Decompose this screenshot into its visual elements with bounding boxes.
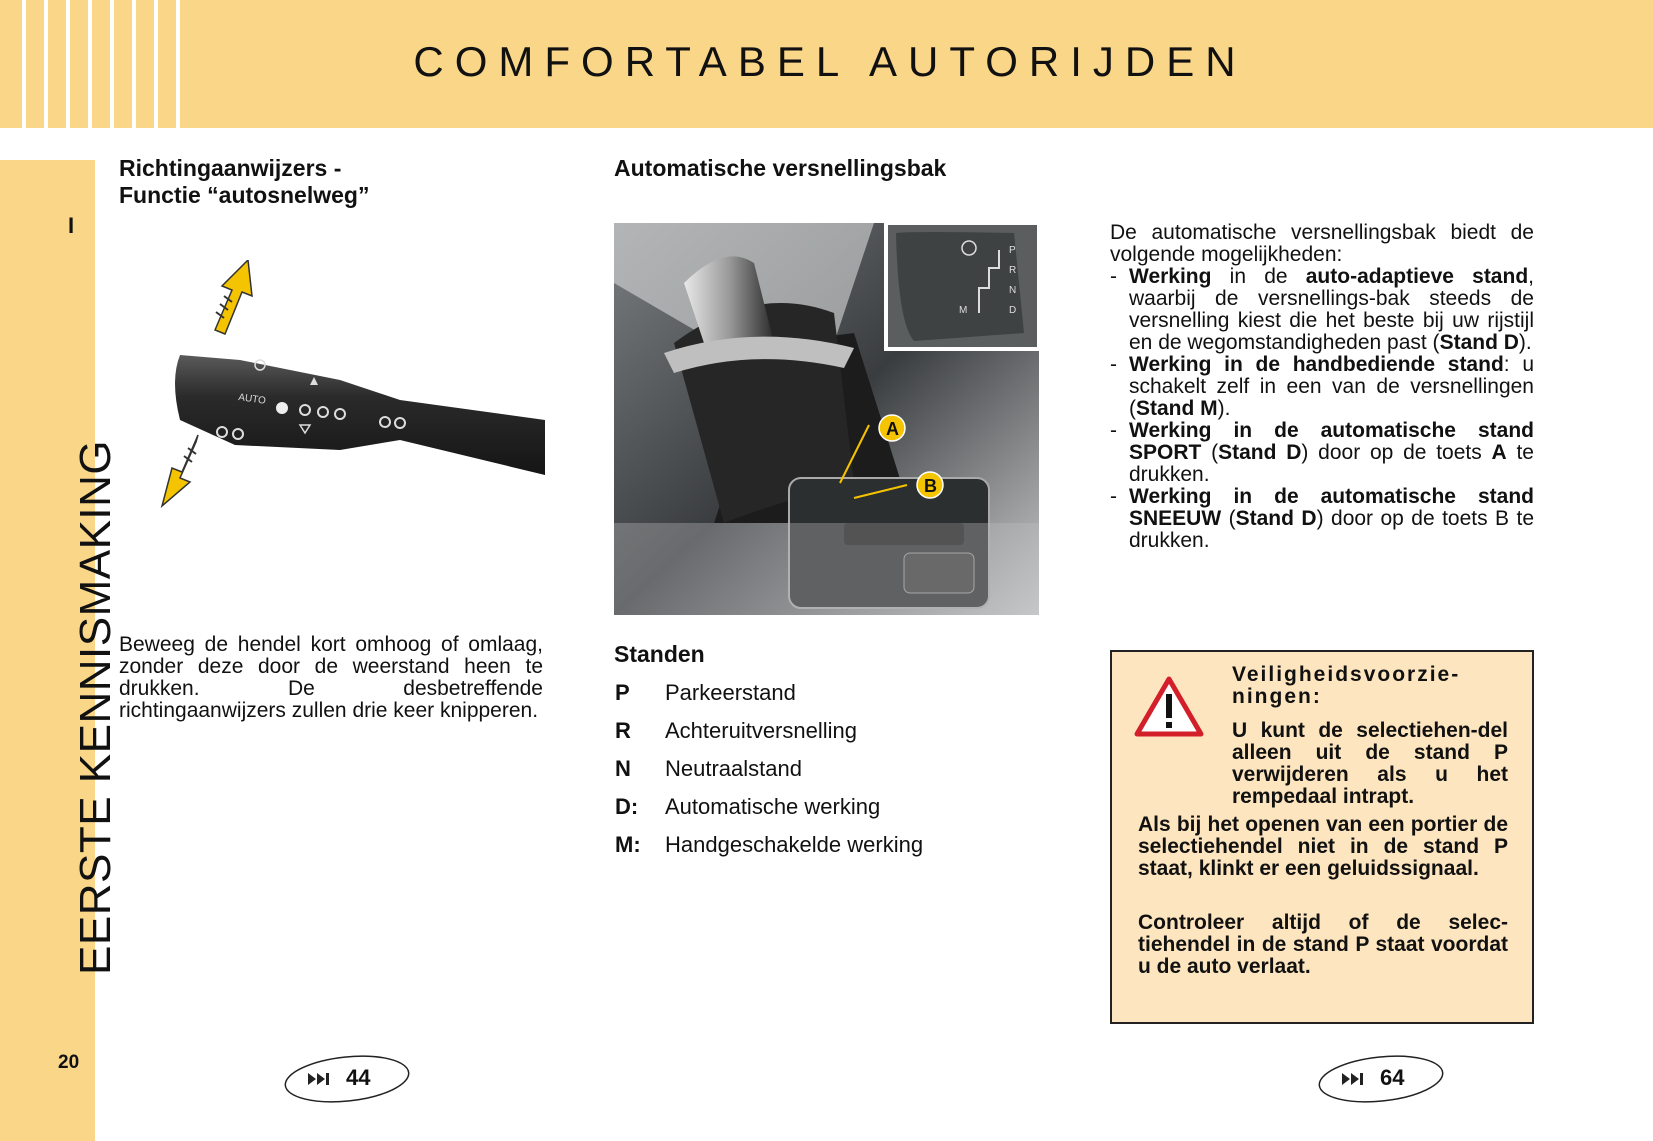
position-row xyxy=(615,680,1035,718)
item-dash: - xyxy=(1110,419,1117,442)
item-bold: A xyxy=(1491,441,1507,464)
gate-m: M xyxy=(959,305,968,316)
indicator-stalk-illustration xyxy=(160,260,545,540)
item-text: , waarbij de versnellings-bak steeds de versnelling kiest die het beste bij uw rijstijl en de wegomstandigheden past ( xyxy=(1129,265,1534,354)
item-text: : u schakelt zelf in een van de versnellingen ( xyxy=(1129,353,1534,420)
gate-d: D xyxy=(1009,305,1017,316)
item-text: ). xyxy=(1518,331,1532,354)
warning-paragraph: Controleer altijd of de selec-tiehendel in de stand P staat voordat u de auto verlaat. xyxy=(1138,911,1508,978)
position-code: P xyxy=(615,680,630,705)
gearbox-description xyxy=(1110,222,1534,552)
position-code: D: xyxy=(615,794,639,819)
gearbox-intro: De automatische versnellingsbak biedt de volgende mogelijkheden: xyxy=(1110,221,1534,266)
gear-selector-photo xyxy=(614,223,1039,615)
callout-b-label: B xyxy=(924,476,937,496)
item-text: in de xyxy=(1211,265,1306,288)
gear-positions-list xyxy=(615,680,1035,870)
safety-warning-box xyxy=(1110,650,1534,1024)
position-label: Parkeerstand xyxy=(665,680,796,705)
item-text: ( xyxy=(1201,441,1219,464)
gear-selector-illustration xyxy=(614,223,1039,615)
item-bold: Werking in de automatische stand SNEEUW xyxy=(1129,485,1534,530)
standen-title: Standen xyxy=(614,641,705,667)
item-text: ( xyxy=(1221,507,1236,530)
turn-signal-title-line1: Richtingaanwijzers - xyxy=(119,155,342,181)
gate-p: P xyxy=(1009,245,1016,256)
position-code: M: xyxy=(615,832,641,857)
position-label: Achteruitversnelling xyxy=(665,718,857,743)
item-bold: Werking xyxy=(1129,265,1212,288)
item-dash: - xyxy=(1110,485,1117,508)
position-code: R xyxy=(615,718,631,743)
page-ref-64[interactable] xyxy=(1316,1053,1446,1103)
chapter-title: EERSTE KENNISMAKING xyxy=(71,439,120,975)
lever-dot-icon xyxy=(276,402,288,414)
stalk-body xyxy=(175,355,545,475)
position-row xyxy=(615,832,1035,870)
item-bold: Werking in de automatische stand SPORT xyxy=(1129,419,1534,464)
item-bold: Stand D xyxy=(1235,507,1317,530)
position-label: Automatische werking xyxy=(665,794,881,819)
turn-signal-title xyxy=(119,155,499,209)
header-stripes xyxy=(22,0,192,128)
item-text: ). xyxy=(1217,397,1231,420)
item-bold: auto-adaptieve stand xyxy=(1305,265,1529,288)
gearbox-title: Automatische versnellingsbak xyxy=(614,155,947,181)
turn-signal-body: Beweeg de hendel kort omhoog of omlaag, zonder deze door de weerstand heen te drukken. De desbetreffende richtingaanwijzers zullen drie keer knipperen. xyxy=(119,633,543,722)
page-number: 20 xyxy=(58,1052,80,1073)
mode-item xyxy=(1110,266,1534,354)
position-label: Neutraalstand xyxy=(665,756,802,781)
arrow-up-icon xyxy=(215,260,252,334)
mode-item xyxy=(1110,486,1534,552)
page-header xyxy=(0,0,1653,128)
item-dash: - xyxy=(1110,265,1117,288)
gate-n: N xyxy=(1009,285,1017,296)
item-bold: Werking in de handbediende stand xyxy=(1129,353,1504,376)
position-label: Handgeschakelde werking xyxy=(665,832,924,857)
turn-signal-title-line2: Functie “autosnelweg” xyxy=(119,182,370,208)
warning-paragraph: Als bij het openen van een portier de selectiehendel niet in de stand P staat, klinkt er een geluidssignaal. xyxy=(1138,813,1508,880)
mode-item xyxy=(1110,420,1534,486)
page-ref-64-number: 64 xyxy=(1380,1065,1405,1090)
warning-paragraph: U kunt de selectiehen-del alleen uit de stand P verwijderen als u het rempedaal intrapt. xyxy=(1232,719,1508,808)
position-row xyxy=(615,794,1035,832)
mode-item xyxy=(1110,354,1534,420)
position-code: N xyxy=(615,756,631,781)
gate-r: R xyxy=(1009,265,1017,276)
chapter-mark: I xyxy=(68,213,75,238)
warning-heading: Veiligheidsvoorzie-ningen: xyxy=(1232,663,1461,708)
item-bold: Stand M xyxy=(1136,397,1218,420)
position-row xyxy=(615,718,1035,756)
item-text: ) door op de toets B te drukken. xyxy=(1129,507,1535,552)
position-row xyxy=(615,756,1035,794)
page-ref-44[interactable] xyxy=(282,1053,412,1103)
arrow-down-icon xyxy=(162,435,198,506)
item-bold: Stand D xyxy=(1218,441,1302,464)
item-dash: - xyxy=(1110,353,1117,376)
page-ref-44-number: 44 xyxy=(346,1065,371,1090)
callout-a-label: A xyxy=(886,419,899,439)
item-text: ) door op de toets xyxy=(1301,441,1492,464)
item-bold: Stand D xyxy=(1439,331,1519,354)
item-text: te drukken. xyxy=(1129,441,1534,486)
warning-triangle-icon xyxy=(1134,676,1204,738)
lever-auto-label: AUTO xyxy=(237,392,267,407)
page-title: COMFORTABEL AUTORIJDEN xyxy=(413,38,1247,85)
